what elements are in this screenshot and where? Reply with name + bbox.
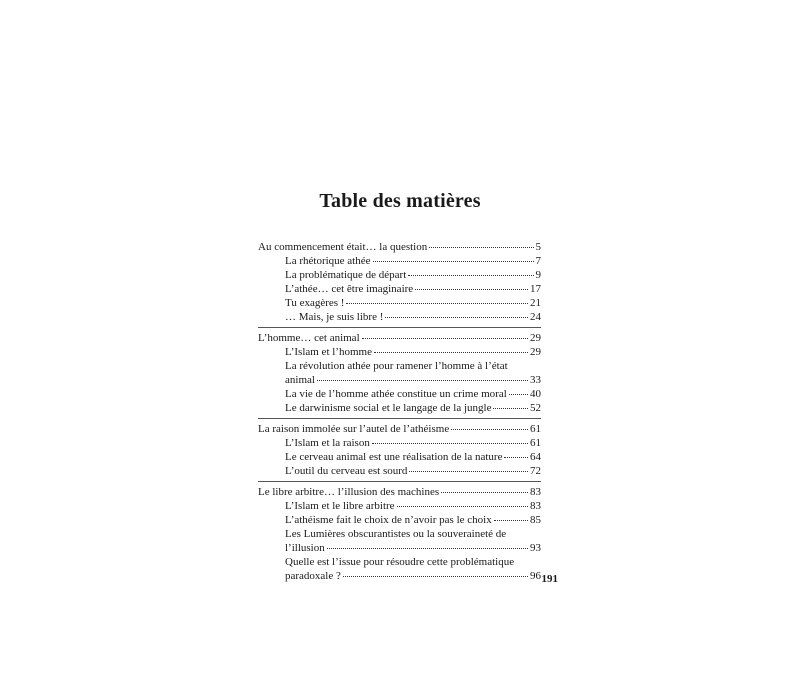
page-number: 29 — [530, 346, 541, 358]
chapter-title: La raison immolée sur l’autel de l’athéisme — [258, 423, 450, 435]
dot-leader — [509, 394, 528, 395]
section-entry[interactable] — [258, 450, 541, 464]
section-title: Le darwinisme social et le langage de la jungle — [285, 402, 492, 414]
section-entry[interactable] — [258, 436, 541, 450]
dot-leader — [504, 457, 528, 458]
section-title: La problématique de départ — [285, 269, 407, 281]
section-entry[interactable] — [258, 401, 541, 415]
page-number: 29 — [530, 332, 541, 344]
chapter-title: L’homme… cet animal — [258, 332, 360, 344]
toc-chapter-4 — [258, 482, 541, 583]
section-entry[interactable] — [258, 527, 541, 555]
section-title: La rhétorique athée — [285, 255, 371, 267]
section-title: … Mais, je suis libre ! — [285, 311, 384, 323]
section-title: animal — [285, 374, 315, 386]
dot-leader — [409, 471, 528, 472]
section-title: Le cerveau animal est une réalisation de la nature — [285, 451, 503, 463]
section-title: L’athéisme fait le choix de n’avoir pas le choix — [285, 514, 492, 526]
page-number: 61 — [530, 437, 541, 449]
section-title: l’illusion — [285, 542, 325, 554]
section-title-line: Les Lumières obscurantistes ou la souveraineté de — [285, 528, 507, 540]
section-entry[interactable] — [258, 345, 541, 359]
dot-leader — [397, 506, 528, 507]
dot-leader — [374, 352, 528, 353]
dot-leader — [451, 429, 528, 430]
section-title: Tu exagères ! — [285, 297, 345, 309]
toc-chapter-2 — [258, 328, 541, 419]
dot-leader — [372, 443, 528, 444]
page-number: 52 — [530, 402, 541, 414]
section-entry[interactable] — [258, 268, 541, 282]
page-number: 85 — [530, 514, 541, 526]
page-number: 83 — [530, 486, 541, 498]
chapter-entry[interactable] — [258, 240, 541, 254]
section-title: L’Islam et l’homme — [285, 346, 372, 358]
section-entry[interactable] — [258, 387, 541, 401]
page-number: 21 — [530, 297, 541, 309]
page-number: 24 — [530, 311, 541, 323]
page-folio: 191 — [541, 573, 558, 585]
dot-leader — [343, 576, 528, 577]
section-entry[interactable] — [258, 254, 541, 268]
section-entry[interactable] — [258, 555, 541, 583]
section-title: L’Islam et la raison — [285, 437, 370, 449]
page-number: 72 — [530, 465, 541, 477]
page-number: 5 — [535, 241, 541, 253]
page-number: 96 — [530, 570, 541, 582]
section-title-line: La révolution athée pour ramener l’homme à l’état — [285, 360, 508, 372]
dot-leader — [373, 261, 534, 262]
dot-leader — [346, 303, 528, 304]
page-number: 64 — [530, 451, 541, 463]
dot-leader — [494, 520, 528, 521]
page-number: 61 — [530, 423, 541, 435]
page-title: Table des matières — [319, 190, 481, 212]
section-entry[interactable] — [258, 464, 541, 478]
dot-leader — [408, 275, 533, 276]
section-title: L’athée… cet être imaginaire — [285, 283, 414, 295]
section-title: La vie de l’homme athée constitue un crime moral — [285, 388, 507, 400]
chapter-entry[interactable] — [258, 331, 541, 345]
section-entry[interactable] — [258, 310, 541, 324]
dot-leader — [327, 548, 528, 549]
section-title: paradoxale ? — [285, 570, 341, 582]
dot-leader — [362, 338, 528, 339]
page-number: 40 — [530, 388, 541, 400]
toc-chapter-3 — [258, 419, 541, 482]
dot-leader — [429, 247, 533, 248]
table-of-contents — [258, 240, 541, 583]
toc-chapter-1 — [258, 240, 541, 328]
chapter-title: Au commencement était… la question — [258, 241, 428, 253]
dot-leader — [441, 492, 528, 493]
dot-leader — [415, 289, 528, 290]
section-title: L’Islam et le libre arbitre — [285, 500, 395, 512]
page-number: 33 — [530, 374, 541, 386]
chapter-entry[interactable] — [258, 485, 541, 499]
dot-leader — [385, 317, 528, 318]
section-entry[interactable] — [258, 282, 541, 296]
chapter-title: Le libre arbitre… l’illusion des machines — [258, 486, 440, 498]
section-entry[interactable] — [258, 296, 541, 310]
dot-leader — [317, 380, 528, 381]
page-number: 17 — [530, 283, 541, 295]
section-entry[interactable] — [258, 359, 541, 387]
page-number: 93 — [530, 542, 541, 554]
section-title-line: Quelle est l’issue pour résoudre cette problématique — [285, 556, 515, 568]
section-entry[interactable] — [258, 513, 541, 527]
section-entry[interactable] — [258, 499, 541, 513]
page-number: 9 — [535, 269, 541, 281]
page-number: 83 — [530, 500, 541, 512]
chapter-entry[interactable] — [258, 422, 541, 436]
page-number: 7 — [535, 255, 541, 267]
section-title: L’outil du cerveau est sourd — [285, 465, 408, 477]
dot-leader — [493, 408, 528, 409]
